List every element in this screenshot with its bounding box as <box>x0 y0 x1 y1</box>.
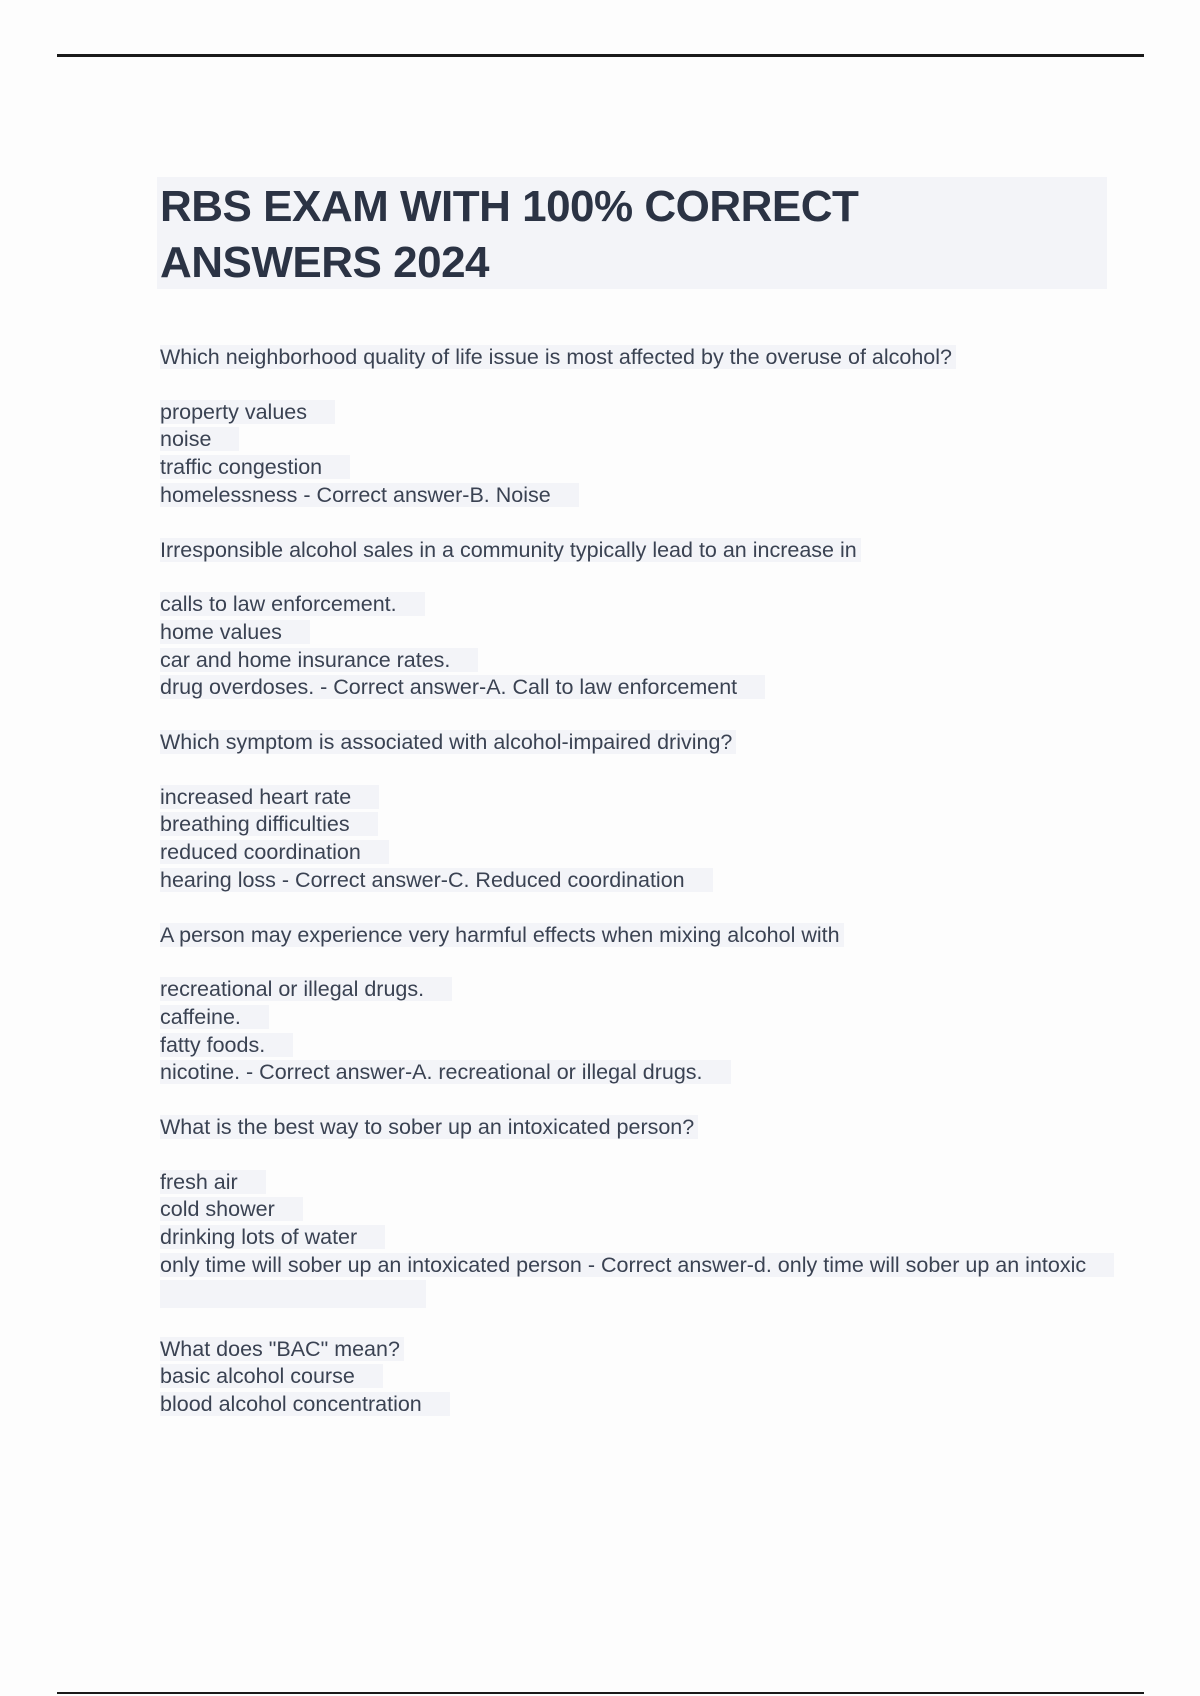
question-item <box>160 1336 1200 1419</box>
question-list <box>160 344 1200 1419</box>
option-text: caffeine. <box>160 1005 269 1029</box>
option-text: breathing difficulties <box>160 812 378 836</box>
question-item <box>160 922 1200 1088</box>
answer-text: homelessness - Correct answer-B. Noise <box>160 483 579 507</box>
option-text: fresh air <box>160 1170 266 1194</box>
option-text: property values <box>160 400 335 424</box>
bottom-rule <box>57 1692 1144 1694</box>
answer-text: only time will sober up an intoxicated person - Correct answer-d. only time will sober up an intoxic <box>160 1253 1114 1277</box>
question-item <box>160 729 1200 895</box>
title-block <box>157 177 1107 289</box>
document-body <box>160 177 1200 1446</box>
highlight-continuation <box>160 1280 426 1308</box>
question-text: A person may experience very harmful effects when mixing alcohol with <box>160 923 844 947</box>
answer-text: nicotine. - Correct answer-A. recreational or illegal drugs. <box>160 1060 731 1084</box>
option-text: basic alcohol course <box>160 1364 383 1388</box>
question-text: Irresponsible alcohol sales in a community typically lead to an increase in <box>160 538 861 562</box>
option-text: cold shower <box>160 1197 303 1221</box>
option-text: blood alcohol concentration <box>160 1392 450 1416</box>
option-text: recreational or illegal drugs. <box>160 977 452 1001</box>
option-text: increased heart rate <box>160 785 379 809</box>
title-line-1: RBS EXAM WITH 100% CORRECT <box>160 182 859 231</box>
option-text: car and home insurance rates. <box>160 648 478 672</box>
option-text: noise <box>160 427 239 451</box>
question-item <box>160 344 1200 510</box>
option-text: calls to law enforcement. <box>160 592 425 616</box>
question-text: Which symptom is associated with alcohol-impaired driving? <box>160 730 736 754</box>
option-text: fatty foods. <box>160 1033 293 1057</box>
answer-text: hearing loss - Correct answer-C. Reduced coordination <box>160 868 713 892</box>
answer-text: drug overdoses. - Correct answer-A. Call to law enforcement <box>160 675 765 699</box>
question-text: What is the best way to sober up an intoxicated person? <box>160 1115 698 1139</box>
question-item <box>160 1114 1200 1308</box>
question-item <box>160 537 1200 703</box>
question-text: What does "BAC" mean? <box>160 1337 404 1361</box>
option-text: home values <box>160 620 310 644</box>
question-text: Which neighborhood quality of life issue is most affected by the overuse of alcohol? <box>160 345 956 369</box>
title-line-2: ANSWERS 2024 <box>160 238 490 287</box>
option-text: traffic congestion <box>160 455 350 479</box>
option-text: drinking lots of water <box>160 1225 385 1249</box>
top-rule <box>57 54 1144 57</box>
document-title <box>160 179 1103 291</box>
option-text: reduced coordination <box>160 840 389 864</box>
